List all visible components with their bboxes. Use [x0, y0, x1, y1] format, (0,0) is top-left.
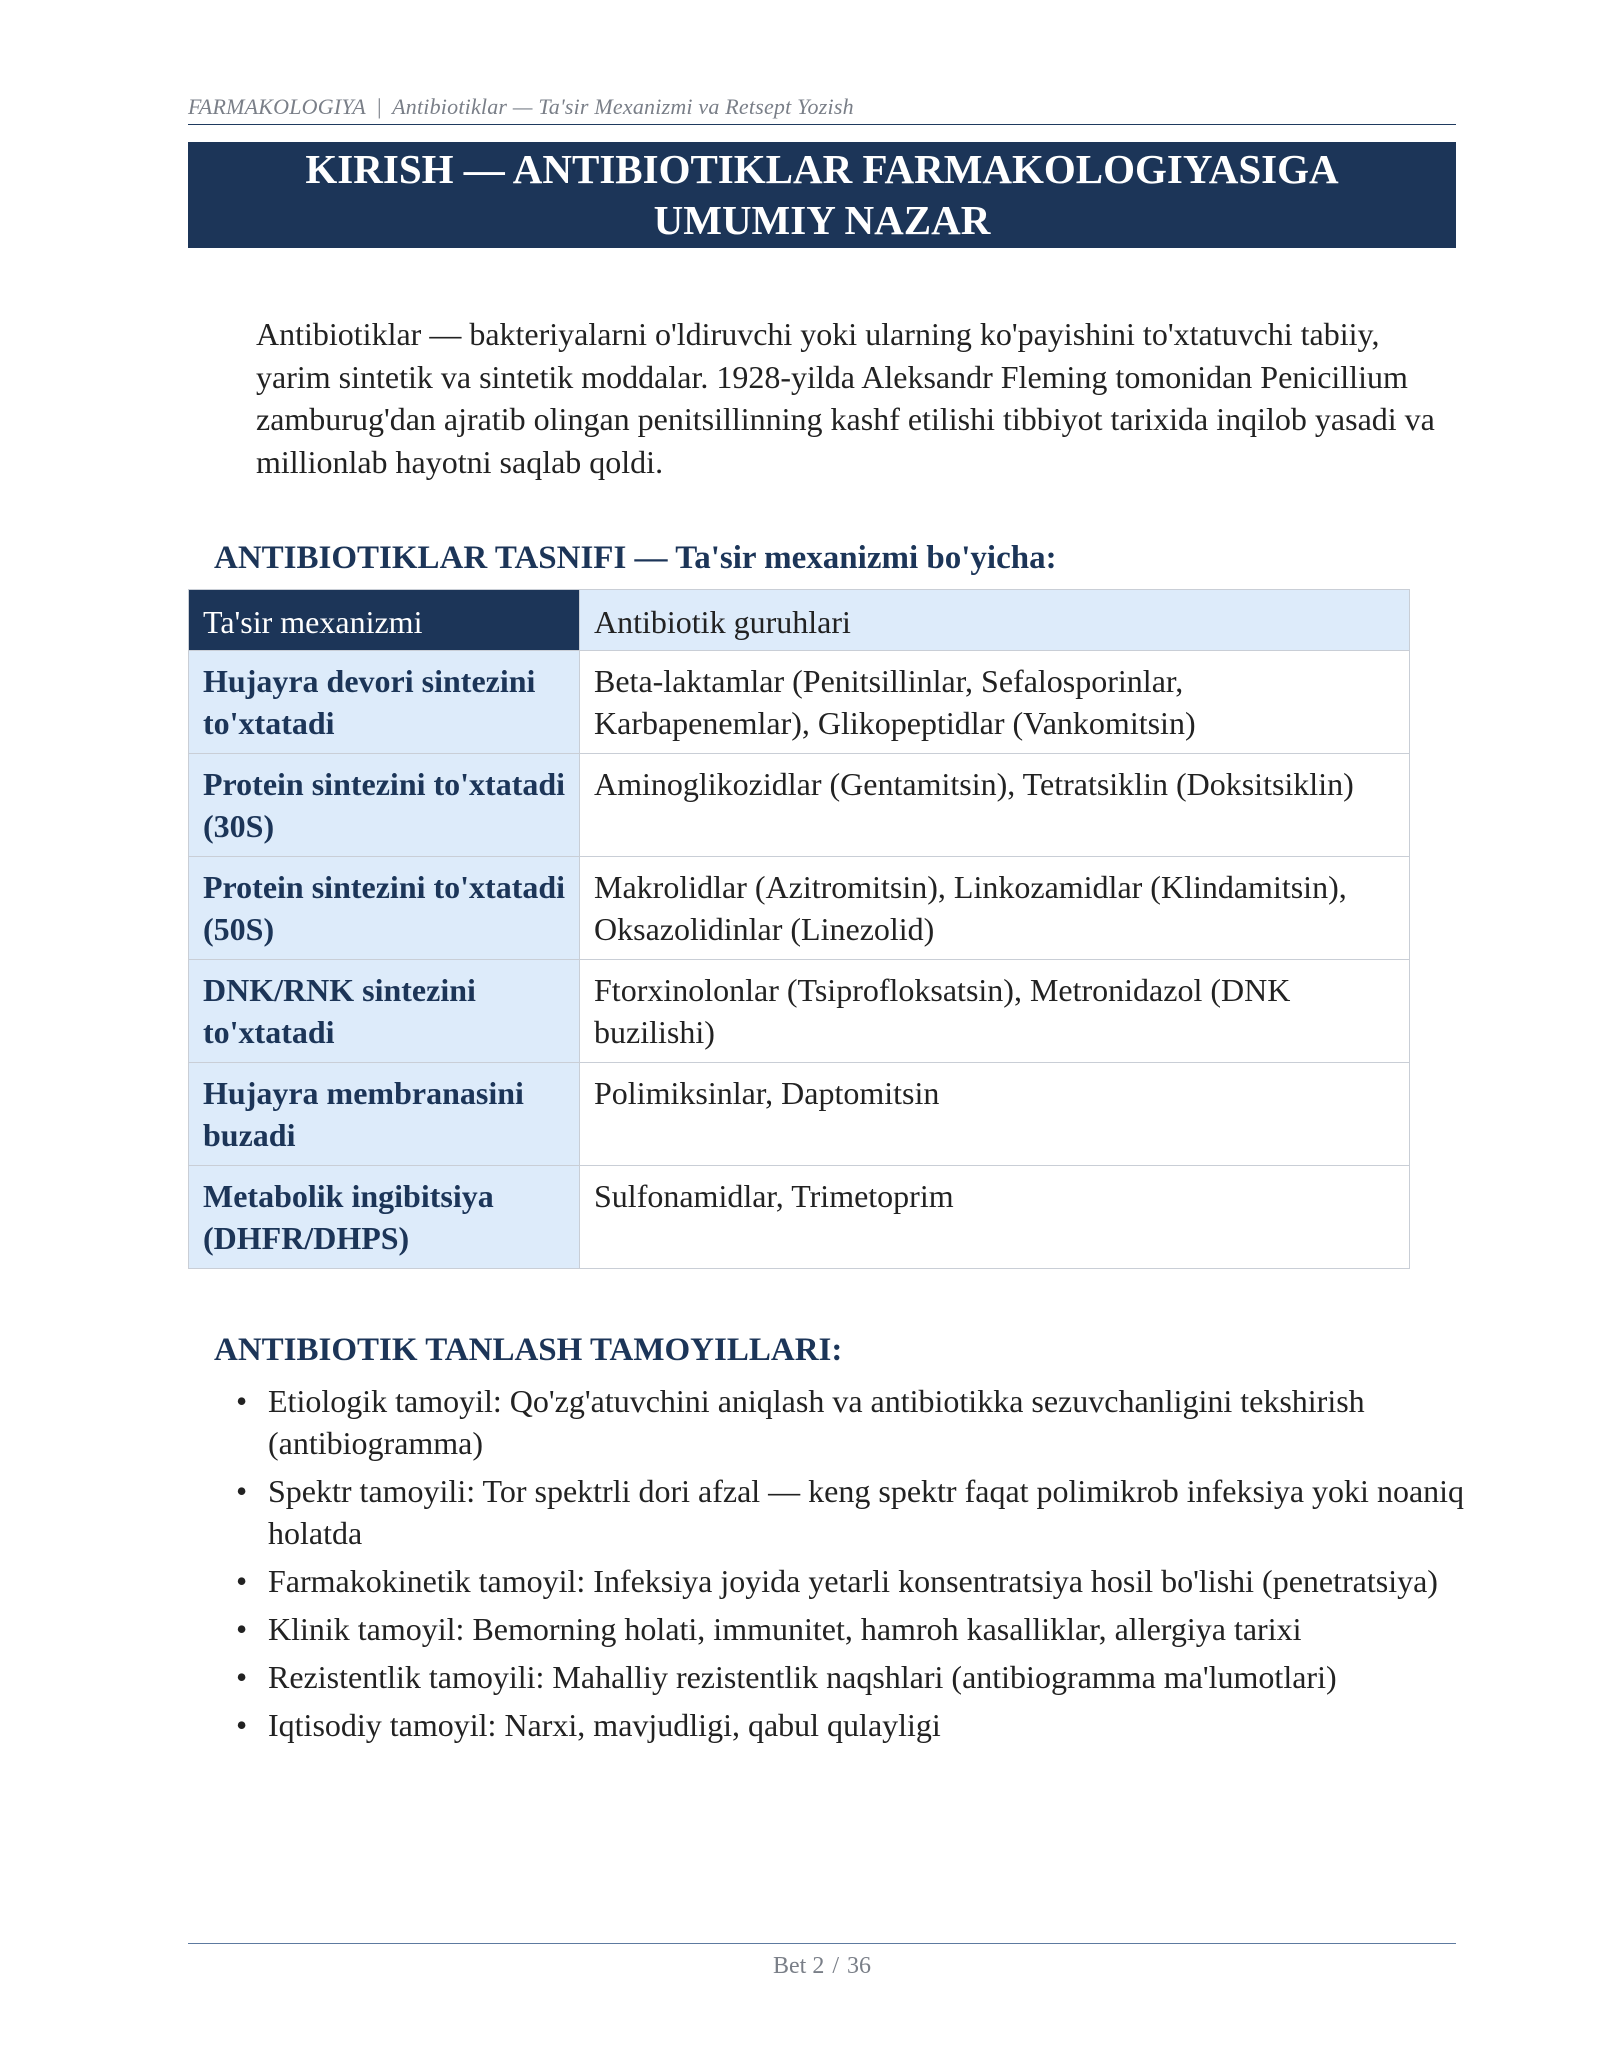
table-row — [189, 754, 1410, 857]
groups-cell: Ftorxinolonlar (Tsiprofloksatsin), Metronidazol (DNK buzilishi) — [580, 960, 1410, 1063]
header-separator: | — [375, 94, 383, 119]
groups-cell: Polimiksinlar, Daptomitsin — [580, 1063, 1410, 1166]
bullet-marker: • — [236, 1563, 248, 1599]
column-header-mechanism: Ta'sir mexanizmi — [189, 590, 580, 651]
page-total: 36 — [847, 1953, 871, 1979]
mechanism-cell: DNK/RNK sintezini to'xtatadi — [189, 960, 580, 1063]
groups-cell: Makrolidlar (Azitromitsin), Linkozamidlar (Klindamitsin), Oksazolidinlar (Linezolid) — [580, 857, 1410, 960]
table-header-row — [189, 590, 1410, 651]
section-title-banner — [188, 142, 1456, 248]
footer-divider — [188, 1943, 1456, 1944]
list-item — [236, 1380, 1476, 1464]
table-row — [189, 1063, 1410, 1166]
classification-heading: ANTIBIOTIKLAR TASNIFI — Ta'sir mexanizmi bo'yicha: — [214, 540, 1057, 576]
section-title-line-1: KIRISH — ANTIBIOTIKLAR FARMAKOLOGIYASIGA — [305, 146, 1339, 192]
list-item-text: Farmakokinetik tamoyil: Infeksiya joyida yetarli konsentratsiya hosil bo'lishi (penetratsiya) — [268, 1563, 1438, 1599]
list-item — [236, 1704, 1476, 1746]
table-row — [189, 1166, 1410, 1269]
list-item — [236, 1560, 1476, 1602]
header-subject: FARMAKOLOGIYA — [188, 94, 366, 119]
intro-paragraph: Antibiotiklar — bakteriyalarni o'ldiruvchi yoki ularning ko'payishini to'xtatuvchi tabiiy, yarim sintetik va sintetik moddalar. 1928-yilda Aleksandr Fleming tomonidan Penicillium zamburug'dan ajratib olingan penitsillinning kashf etilishi tibbiyot tarixida inqilob yasadi va millionlab hayotni saqlab qoldi. — [256, 316, 1435, 480]
bullet-marker: • — [236, 1473, 248, 1509]
mechanism-cell: Hujayra membranasini buzadi — [189, 1063, 580, 1166]
principles-heading: ANTIBIOTIK TANLASH TAMOYILLARI: — [214, 1332, 843, 1368]
list-item-text: Rezistentlik tamoyili: Mahalliy rezistentlik naqshlari (antibiogramma ma'lumotlari) — [268, 1659, 1337, 1695]
list-item-text: Etiologik tamoyil: Qo'zg'atuvchini aniqlash va antibiotikka sezuvchanligini tekshirish (antibiogramma) — [268, 1383, 1365, 1461]
header-topic: Antibiotiklar — Ta'sir Mexanizmi va Retsept Yozish — [392, 94, 854, 119]
page-number-separator: / — [832, 1953, 839, 1979]
list-item — [236, 1656, 1476, 1698]
classification-table — [188, 589, 1410, 1269]
mechanism-cell: Hujayra devori sintezini to'xtatadi — [189, 651, 580, 754]
table-row — [189, 857, 1410, 960]
principles-list — [236, 1380, 1476, 1752]
page-number-label: Bet 2 — [773, 1953, 825, 1979]
header-divider — [188, 124, 1456, 125]
list-item — [236, 1470, 1476, 1554]
running-header — [188, 94, 1456, 120]
groups-cell: Aminoglikozidlar (Gentamitsin), Tetratsiklin (Doksitsiklin) — [580, 754, 1410, 857]
mechanism-cell: Protein sintezini to'xtatadi (50S) — [189, 857, 580, 960]
page-footer — [188, 1953, 1456, 1980]
list-item-text: Klinik tamoyil: Bemorning holati, immunitet, hamroh kasalliklar, allergiya tarixi — [268, 1611, 1302, 1647]
bullet-marker: • — [236, 1383, 248, 1419]
bullet-marker: • — [236, 1611, 248, 1647]
table-row — [189, 651, 1410, 754]
groups-cell: Sulfonamidlar, Trimetoprim — [580, 1166, 1410, 1269]
bullet-marker: • — [236, 1707, 248, 1743]
list-item — [236, 1608, 1476, 1650]
column-header-groups: Antibiotik guruhlari — [580, 590, 1410, 651]
list-item-text: Iqtisodiy tamoyil: Narxi, mavjudligi, qabul qulayligi — [268, 1707, 941, 1743]
bullet-marker: • — [236, 1659, 248, 1695]
mechanism-cell: Protein sintezini to'xtatadi (30S) — [189, 754, 580, 857]
list-item-text: Spektr tamoyili: Tor spektrli dori afzal — keng spektr faqat polimikrob infeksiya yoki noaniq holatda — [268, 1473, 1465, 1551]
section-title-line-2: UMUMIY NAZAR — [653, 197, 991, 243]
table-row — [189, 960, 1410, 1063]
mechanism-cell: Metabolik ingibitsiya (DHFR/DHPS) — [189, 1166, 580, 1269]
groups-cell: Beta-laktamlar (Penitsillinlar, Sefalosporinlar, Karbapenemlar), Glikopeptidlar (Vankomitsin) — [580, 651, 1410, 754]
